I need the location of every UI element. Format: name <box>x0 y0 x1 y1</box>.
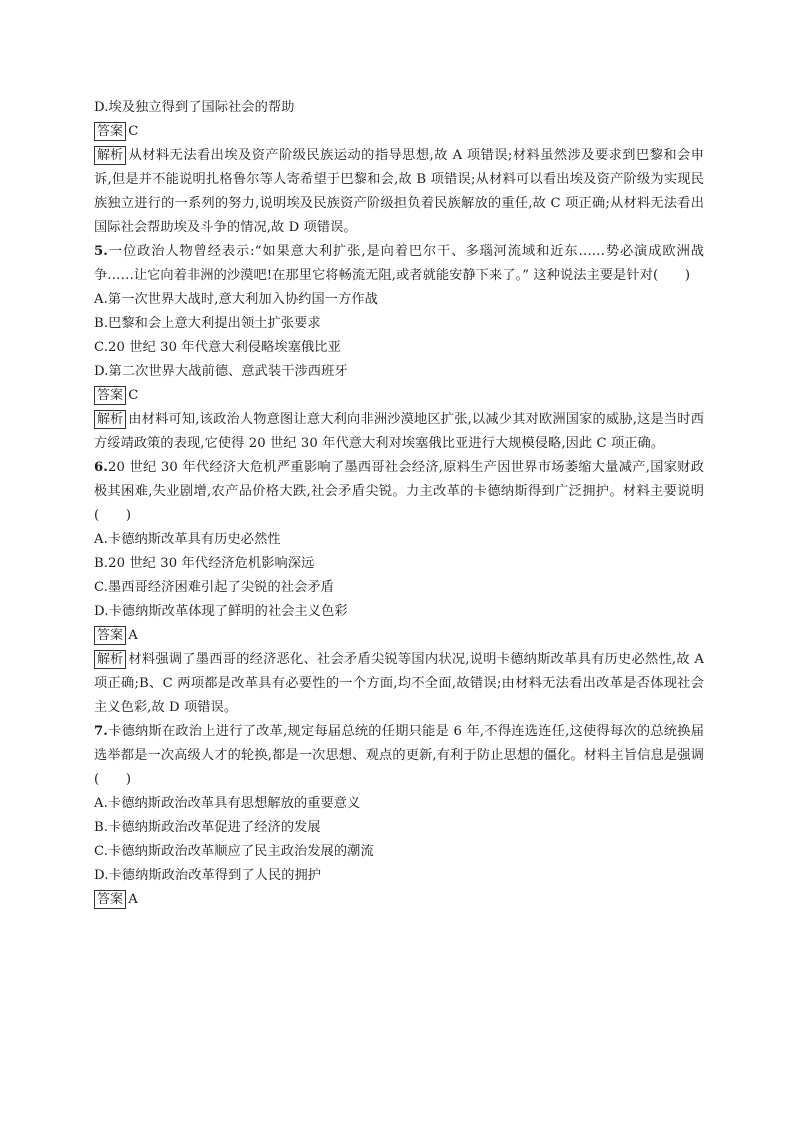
answer-value: C <box>128 388 139 403</box>
q6-stem <box>94 456 704 528</box>
answer-tag: 答案 <box>94 122 126 141</box>
question-number: 7. <box>94 724 108 739</box>
q6-option-d: D.卡德纳斯改革体现了鲜明的社会主义色彩 <box>94 604 348 619</box>
question-text: 20 世纪 30 年代经济大危机严重影响了墨西哥社会经济,原料生产因世界市场萎缩大量减产,国家财政极其困难,失业剧增,农产品价格大跌,社会矛盾尖锐。力主改革的卡德纳斯得到广泛拥护。材料主要说明( ) <box>94 460 704 523</box>
q5-stem <box>94 240 704 288</box>
answer-tag: 答案 <box>94 386 126 405</box>
q7-option-a: A.卡德纳斯政治改革具有思想解放的重要意义 <box>94 796 361 811</box>
q7-option-c: C.卡德纳斯政治改革顺应了民主政治发展的潮流 <box>94 844 374 859</box>
q4-answer <box>94 120 704 144</box>
q5-option-b: B.巴黎和会上意大利提出领土扩张要求 <box>94 316 321 331</box>
question-text: 一位政治人物曾经表示:“如果意大利扩张,是向着巴尔干、多瑙河流域和近东……势必演成欧洲战争……让它向着非洲的沙漠吧!在那里它将畅流无阻,或者就能安静下来了。” 这种说法主要是针对( ) <box>94 244 704 283</box>
question-number: 5. <box>94 244 108 259</box>
page-content <box>94 96 704 912</box>
q7-stem <box>94 720 704 792</box>
q6-option-c: C.墨西哥经济困难引起了尖锐的社会矛盾 <box>94 580 334 595</box>
q5-answer <box>94 384 704 408</box>
q5-analysis <box>94 408 704 456</box>
q7-option-b: B.卡德纳斯政治改革促进了经济的发展 <box>94 820 321 835</box>
q4-option-d: D.埃及独立得到了国际社会的帮助 <box>94 100 295 115</box>
answer-tag: 答案 <box>94 890 126 909</box>
q7-answer <box>94 888 704 912</box>
q6-answer <box>94 624 704 648</box>
q5-option-d: D.第二次世界大战前德、意武装干涉西班牙 <box>94 364 348 379</box>
q4-analysis <box>94 144 704 240</box>
analysis-text: 材料强调了墨西哥的经济恶化、社会矛盾尖锐等国内状况,说明卡德纳斯改革具有历史必然性,故 A 项正确;B、C 两项都是改革具有必要性的一个方面,均不全面,故错误;由材料无法看出改革是否体现社会主义色彩,故 D 项错误。 <box>94 652 704 715</box>
answer-value: C <box>128 124 139 139</box>
q6-option-a: A.卡德纳斯改革具有历史必然性 <box>94 532 281 547</box>
answer-tag: 答案 <box>94 626 126 645</box>
question-number: 6. <box>94 460 108 475</box>
analysis-tag: 解析 <box>94 410 126 429</box>
q6-option-b: B.20 世纪 30 年代经济危机影响深远 <box>94 556 315 571</box>
q6-analysis <box>94 648 704 720</box>
analysis-text: 由材料可知,该政治人物意图让意大利向非洲沙漠地区扩张,以减少其对欧洲国家的威胁,这是当时西方绥靖政策的表现,它使得 20 世纪 30 年代意大利对埃塞俄比亚进行大规模侵略,因此 C 项正确。 <box>94 412 704 451</box>
answer-value: A <box>128 628 138 643</box>
analysis-text: 从材料无法看出埃及资产阶级民族运动的指导思想,故 A 项错误;材料虽然涉及要求到巴黎和会申诉,但是并不能说明扎格鲁尔等人寄希望于巴黎和会,故 B 项错误;从材料可以看出埃及资产阶级为实现民族独立进行的一系列的努力,说明埃及民族资产阶级担负着民族解放的重任,故 C 项正确;从材料无法看出国际社会帮助埃及斗争的情况,故 D 项错误。 <box>94 148 704 235</box>
question-text: 卡德纳斯在政治上进行了改革,规定每届总统的任期只能是 6 年,不得连选连任,这使得每次的总统换届选举都是一次高级人才的轮换,都是一次思想、观点的更新,有利于防止思想的僵化。材料主旨信息是强调( ) <box>94 724 704 787</box>
answer-value: A <box>128 892 138 907</box>
q5-option-a: A.第一次世界大战时,意大利加入协约国一方作战 <box>94 292 378 307</box>
analysis-tag: 解析 <box>94 650 126 669</box>
analysis-tag: 解析 <box>94 146 126 165</box>
q7-option-d: D.卡德纳斯政治改革得到了人民的拥护 <box>94 868 322 883</box>
q5-option-c: C.20 世纪 30 年代意大利侵略埃塞俄比亚 <box>94 340 341 355</box>
